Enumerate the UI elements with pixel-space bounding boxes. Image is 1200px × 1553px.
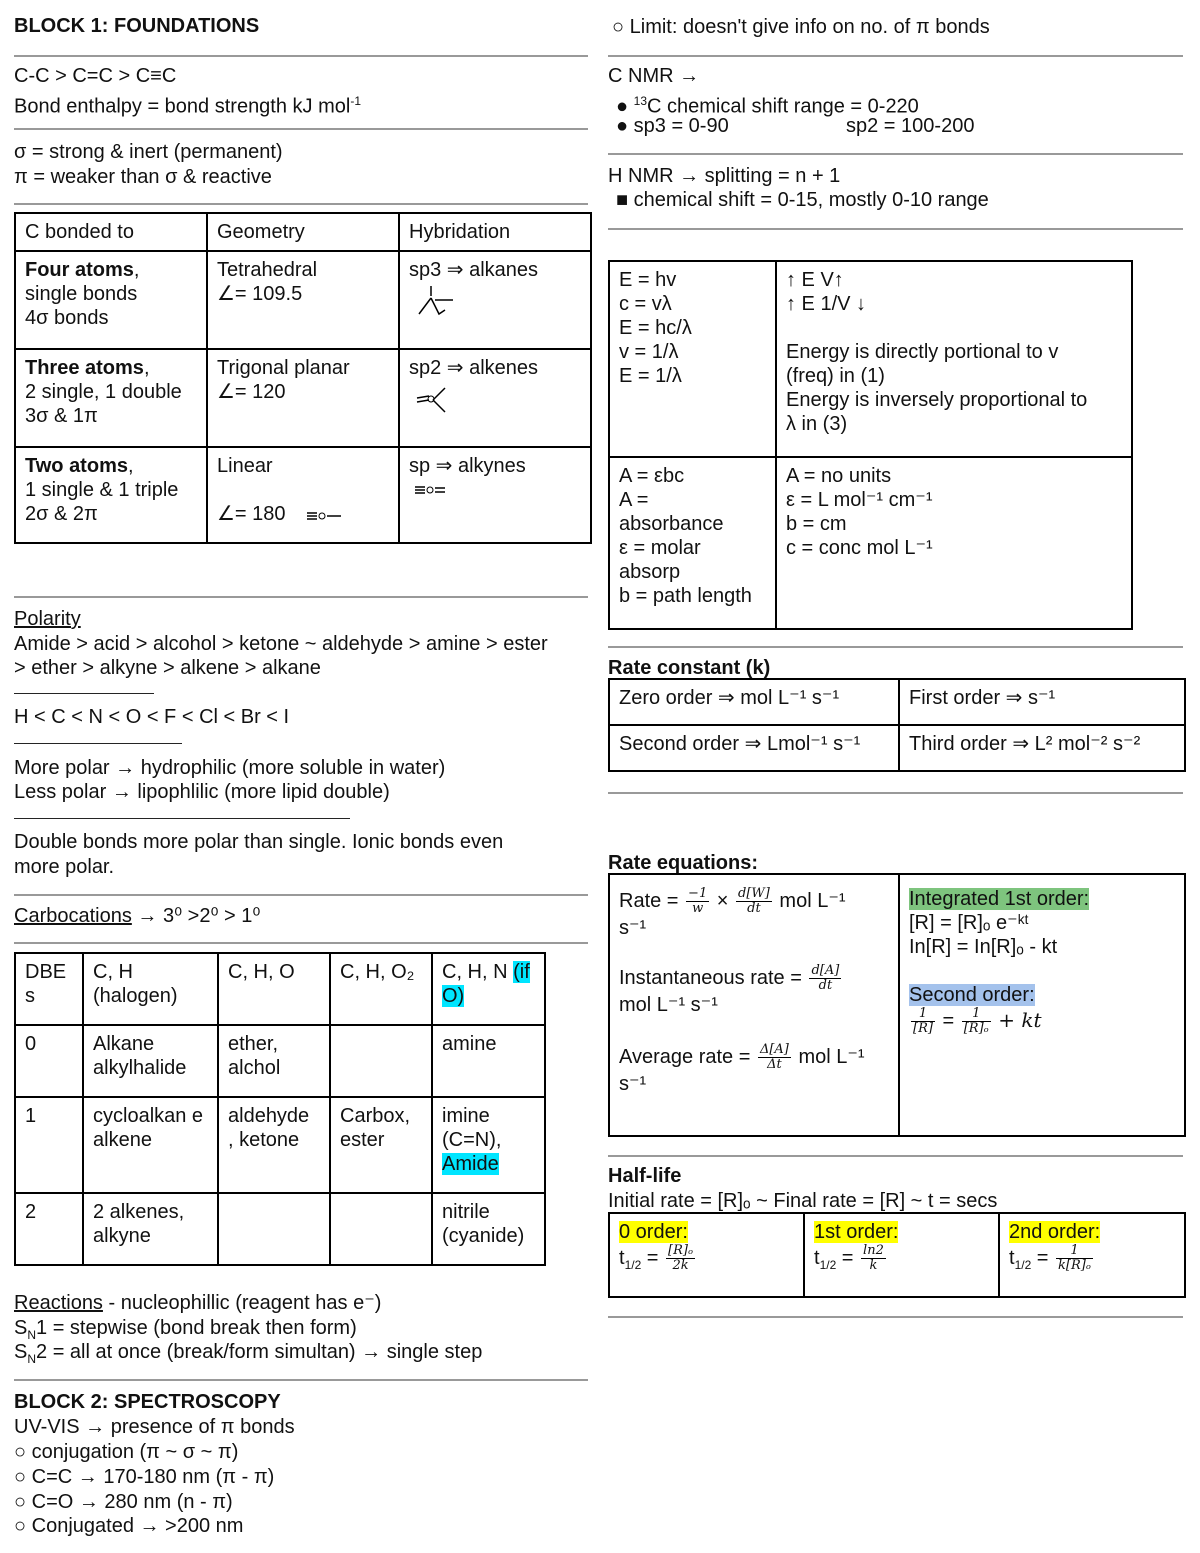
table-row — [15, 1097, 545, 1193]
divider — [14, 596, 588, 598]
sn1-line: $S_N1$ = stepwise (bond break then form) — [14, 1317, 357, 1342]
geometry-cell: Tetrahedral ∠= 109.5 — [207, 251, 399, 349]
first-order-half-life: 1st order: $t_{1/2}$ = $\frac{\ln 2}{k}$ — [804, 1213, 999, 1297]
header-hybridation: Hybridation — [399, 213, 591, 251]
geometry-cell: Linear ∠= 180 — [207, 447, 399, 543]
table-row — [609, 457, 1132, 629]
divider — [14, 203, 588, 205]
dash-separator: ———————————————————————— — [14, 809, 350, 825]
energy-table — [608, 260, 1133, 630]
table-header-row — [15, 213, 591, 251]
sn2-line: $S_N2$ = all at once (break/form simultan) → single step — [14, 1341, 483, 1366]
rate-equations-table — [608, 873, 1186, 1137]
header-bonded: C bonded to — [15, 213, 207, 251]
table-row — [15, 447, 591, 543]
half-life-heading: Half-life — [608, 1165, 682, 1187]
divider — [608, 792, 1183, 794]
energy-relations-cell: ↑ E V↑ ↑ E 1/V ↓ Energy is directly portional to v (freq) in (1) Energy is inversely proportional to λ in (3) — [776, 261, 1132, 457]
divider — [14, 1379, 588, 1381]
table-cell: Alkane alkylhalide — [83, 1025, 218, 1097]
cnmr-sp2: sp2 = 100-200 — [846, 115, 975, 137]
cnmr-heading: C NMR → — [608, 65, 700, 87]
divider — [608, 55, 1183, 57]
table-cell — [330, 1025, 432, 1097]
polarity-heading: Polarity — [14, 608, 81, 630]
linear-sketch — [305, 507, 349, 523]
table-row — [609, 261, 1132, 457]
table-cell: Carbox, ester — [330, 1097, 432, 1193]
second-order-half-life: 2nd order: $t_{1/2}$ = $\frac{1}{\text{k[R]ₒ}}$ — [999, 1213, 1185, 1297]
pi-bond-note: π = weaker than σ & reactive — [14, 166, 272, 188]
tetrahedral-sketch — [409, 284, 469, 324]
geometry-cell: Trigonal planar ∠= 120 — [207, 349, 399, 447]
table-cell: 2 alkenes, alkyne — [83, 1193, 218, 1265]
polarity-order-1: Amide > acid > alcohol > ketone ~ aldehyde > amine > ester — [14, 633, 548, 655]
divider — [608, 228, 1183, 230]
bonded-cell: Two atoms, 1 single & 1 triple 2σ & 2π — [15, 447, 207, 543]
divider — [608, 1316, 1183, 1318]
table-row — [609, 1213, 1185, 1297]
header-cho: C, H, O — [218, 953, 330, 1025]
cnmr-sp3: ● sp3 = 0-90 — [616, 115, 729, 137]
header-ch: C, H (halogen) — [83, 953, 218, 1025]
table-cell — [330, 1193, 432, 1265]
electronegativity-order: H < C < N < O < F < Cl < Br < I — [14, 706, 290, 728]
table-header-row — [15, 953, 545, 1025]
zero-order-cell: Zero order ⇒ mol L⁻¹ s⁻¹ — [609, 679, 899, 725]
table-row — [609, 725, 1185, 771]
energy-equations-cell: E = hv c = vλ E = hc/λ v = 1/λ E = 1/λ — [609, 261, 776, 457]
table-row — [15, 251, 591, 349]
hnmr-shift: ■ chemical shift = 0-15, mostly 0-10 range — [616, 189, 989, 211]
alkyne-sketch — [409, 480, 469, 500]
hybrid-cell: sp2 ⇒ alkenes — [399, 349, 591, 447]
rate-constant-table — [608, 678, 1186, 772]
bonded-cell: Four atoms, single bonds 4σ bonds — [15, 251, 207, 349]
reactions-line: Reactions - nucleophillic (reagent has e⁻) — [14, 1292, 382, 1314]
rate-forms-cell: Rate = $\frac{-1}{w}$ × $\frac{d[W]}{dt}$ mol L⁻¹ s⁻¹ Instantaneous rate = $\frac{d[A]}{dt}$ mol L⁻¹ s⁻¹ Average rate = $\frac{\Delta[A]}{\Delta t}$ mol L⁻¹ s⁻¹ — [609, 874, 899, 1136]
rate-constant-heading: Rate constant (k) — [608, 657, 771, 679]
table-row — [15, 349, 591, 447]
table-cell: aldehyde , ketone — [218, 1097, 330, 1193]
integrated-forms-cell: Integrated 1st order: [R] = [R]ₒ e⁻ᵏᵗ In[R] = In[R]ₒ - kt Second order: $\frac{1}{[R]}$ = $\frac{1}{\text{[R]ₒ}}$ + kt — [899, 874, 1185, 1136]
block1-title: BLOCK 1: FOUNDATIONS — [14, 15, 260, 37]
double-bonds-note-1: Double bonds more polar than single. Ionic bonds even — [14, 831, 504, 853]
table-cell: 0 — [15, 1025, 83, 1097]
divider — [14, 128, 588, 130]
divider — [608, 153, 1183, 155]
bonded-cell: Three atoms, 2 single, 1 double 3σ & 1π — [15, 349, 207, 447]
hybrid-cell: sp3 ⇒ alkanes — [399, 251, 591, 349]
table-cell: amine — [432, 1025, 545, 1097]
table-row — [15, 1193, 545, 1265]
third-order-cell: Third order ⇒ L² mol⁻² s⁻² — [899, 725, 1185, 771]
header-cho2: C, H, O₂ — [330, 953, 432, 1025]
units-cell: A = no units ε = L mol⁻¹ cm⁻¹ b = cm c = conc mol L⁻¹ — [776, 457, 1132, 629]
hnmr-heading: H NMR → splitting = n + 1 — [608, 165, 841, 187]
less-polar-note: Less polar → lipophlilic (more lipid double) — [14, 781, 390, 803]
header-chn: C, H, N (if O) — [432, 953, 545, 1025]
dash-separator: ———————————— — [14, 734, 182, 750]
header-dbe: DBE s — [15, 953, 83, 1025]
table-row — [15, 1025, 545, 1097]
header-geometry: Geometry — [207, 213, 399, 251]
table-cell: 2 — [15, 1193, 83, 1265]
block2-title: BLOCK 2: SPECTROSCOPY — [14, 1391, 281, 1413]
bond-enthalpy: Bond enthalpy = bond strength kJ mol$^{-1}$ — [14, 94, 361, 118]
divider — [14, 942, 588, 944]
double-bonds-note-2: more polar. — [14, 856, 115, 878]
uvvis-line: UV-VIS → presence of π bonds — [14, 1416, 295, 1438]
zero-order-half-life: 0 order: $t_{1/2}$ = $\frac{\text{[R]ₒ}}{2k}$ — [609, 1213, 804, 1297]
uvvis-bullet: ○ C=O → 280 nm (n - π) — [14, 1491, 233, 1513]
table-cell — [218, 1193, 330, 1265]
sigma-bond-note: σ = strong & inert (permanent) — [14, 141, 283, 163]
hybridization-table — [14, 212, 592, 544]
table-cell: ether, alchol — [218, 1025, 330, 1097]
half-life-line: Initial rate = [R]ₒ ~ Final rate = [R] ~ t = secs — [608, 1190, 998, 1212]
table-cell: imine (C=N), Amide — [432, 1097, 545, 1193]
table-row — [609, 679, 1185, 725]
uvvis-bullet: ○ Conjugated → >200 nm — [14, 1515, 244, 1537]
rate-equations-heading: Rate equations: — [608, 852, 759, 874]
uvvis-bullet: ○ conjugation (π ~ σ ~ π) — [14, 1441, 239, 1463]
cnmr-range: ● $^{13}$C chemical shift range = 0-220 — [616, 94, 919, 118]
uvvis-limit: ○ Limit: doesn't give info on no. of π bonds — [612, 16, 990, 38]
more-polar-note: More polar → hydrophilic (more soluble in water) — [14, 757, 446, 779]
table-cell: 1 — [15, 1097, 83, 1193]
table-cell: nitrile (cyanide) — [432, 1193, 545, 1265]
table-row — [609, 874, 1185, 1136]
half-life-table — [608, 1212, 1186, 1298]
divider — [14, 55, 588, 57]
uvvis-bullet: ○ C=C → 170-180 nm (π - π) — [14, 1466, 275, 1488]
first-order-cell: First order ⇒ s⁻¹ — [899, 679, 1185, 725]
table-cell: cycloalkan e alkene — [83, 1097, 218, 1193]
second-order-cell: Second order ⇒ Lmol⁻¹ s⁻¹ — [609, 725, 899, 771]
carbocations-line: Carbocations → 3⁰ >2⁰ > 1⁰ — [14, 905, 261, 927]
divider — [608, 646, 1183, 648]
trigonal-sketch — [409, 382, 469, 416]
dbe-table — [14, 952, 546, 1266]
polarity-order-2: > ether > alkyne > alkene > alkane — [14, 657, 321, 679]
hybrid-cell: sp ⇒ alkynes — [399, 447, 591, 543]
beer-lambert-cell: A = εbc A = absorbance ε = molar absorp b = path length — [609, 457, 776, 629]
divider — [608, 1155, 1183, 1157]
divider — [14, 894, 588, 896]
bond-order: C-C > C=C > C≡C — [14, 65, 177, 87]
dash-separator: —————————— — [14, 684, 154, 700]
